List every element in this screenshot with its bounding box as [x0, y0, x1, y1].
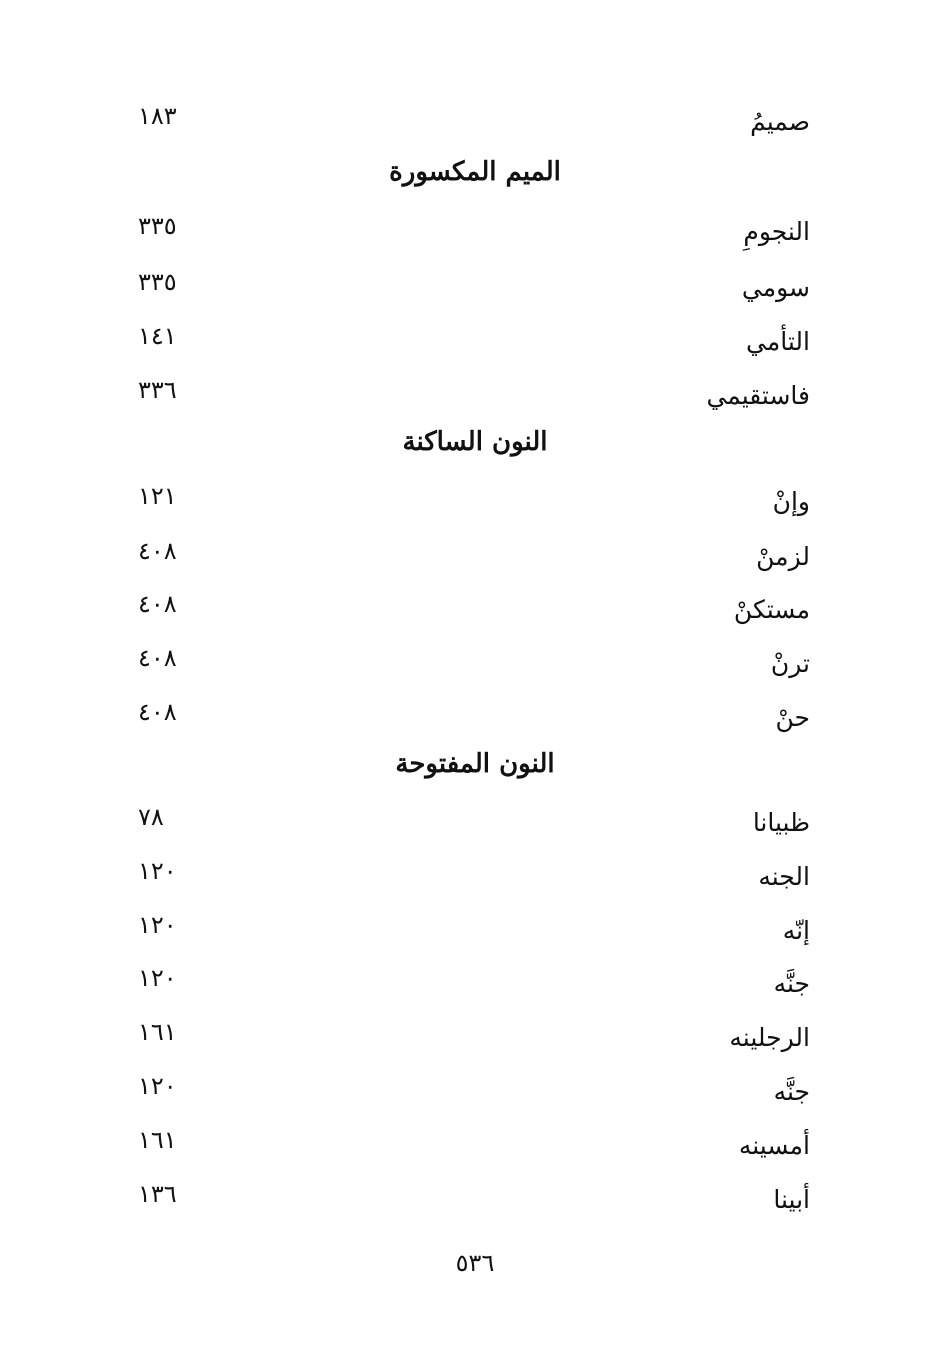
index-entry: [130, 911, 820, 951]
entry-word: ترنْ: [770, 649, 810, 678]
index-entry: [130, 1126, 820, 1166]
index-entry: [130, 964, 820, 1004]
entry-word: لزمنْ: [756, 542, 810, 571]
page-number: ٥٣٦: [455, 1249, 495, 1277]
index-entry: [130, 1072, 820, 1112]
index-entry: [130, 698, 820, 738]
entry-page: ١٢١: [138, 482, 177, 510]
entry-word: النجومِ: [743, 217, 810, 246]
entry-word: إنّه: [782, 916, 810, 945]
section-heading-sakin-noon: النون الساكنة: [402, 427, 548, 457]
entry-page: ٤٠٨: [138, 590, 177, 618]
index-entry: [130, 644, 820, 684]
index-entry: [130, 268, 820, 308]
section-heading-kasra-meem: الميم المكسورة: [389, 157, 561, 187]
entry-page: ١٢٠: [138, 911, 177, 939]
entry-word: مستكنْ: [733, 595, 810, 624]
entry-word: الجنه: [758, 862, 810, 891]
entry-word: سومي: [741, 273, 810, 302]
index-entry: [130, 590, 820, 630]
entry-page: ١٨٣: [138, 102, 177, 130]
entry-word: صميمُ: [750, 107, 810, 136]
entry-page: ١٢٠: [138, 1072, 177, 1100]
index-entry: [130, 803, 820, 843]
entry-page: ٣٣٥: [138, 212, 177, 240]
index-entry: [130, 212, 820, 252]
entry-word: الرجلينه: [729, 1023, 810, 1052]
section-heading-fatha-noon: النون المفتوحة: [395, 749, 555, 779]
entry-word: التأمي: [746, 327, 810, 356]
entry-page: ١٣٦: [138, 1180, 177, 1208]
index-entry: [130, 857, 820, 897]
entry-page: ٤٠٨: [138, 644, 177, 672]
index-entry: [130, 1180, 820, 1220]
entry-page: ٣٣٦: [138, 376, 177, 404]
index-entry: [130, 102, 820, 142]
entry-page: ١٢٠: [138, 964, 177, 992]
entry-page: ٣٣٥: [138, 268, 177, 296]
entry-page: ٧٨: [138, 803, 164, 831]
entry-word: جنَّه: [773, 1077, 810, 1106]
entry-page: ١٦١: [138, 1018, 177, 1046]
index-entry: [130, 1018, 820, 1058]
index-entry: [130, 322, 820, 362]
entry-page: ١٢٠: [138, 857, 177, 885]
entry-word: أبينا: [773, 1185, 810, 1214]
entry-word: حنْ: [775, 703, 810, 732]
index-entry: [130, 482, 820, 522]
entry-word: وإنْ: [772, 487, 810, 516]
entry-word: فاستقيمي: [706, 381, 810, 410]
entry-word: جنَّه: [773, 969, 810, 998]
entry-word: أمسينه: [738, 1131, 810, 1160]
entry-page: ٤٠٨: [138, 698, 177, 726]
entry-page: ٤٠٨: [138, 537, 177, 565]
index-entry: [130, 376, 820, 416]
entry-page: ١٦١: [138, 1126, 177, 1154]
entry-word: ظبيانا: [752, 808, 810, 837]
index-entry: [130, 537, 820, 577]
entry-page: ١٤١: [138, 322, 177, 350]
